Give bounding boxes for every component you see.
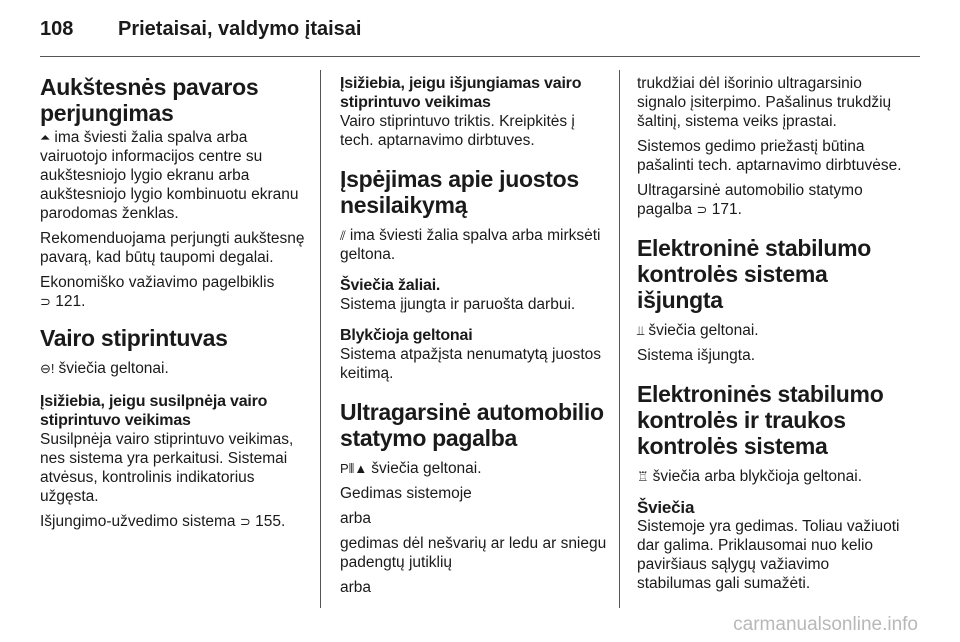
heading-power-steering: Vairo stiprintuvas bbox=[40, 325, 228, 351]
parking-assist-text: šviečia geltonai. bbox=[371, 460, 482, 477]
reduced-steering-text: Susilpnėja vairo stiprintuvo veikimas, nes sistema yra perkaitusi. Sistemai atvėsus, kontrolinis indikatorius užgęsta. bbox=[40, 431, 294, 505]
page-title: Prietaisai, valdymo įtaisai bbox=[118, 18, 362, 40]
parking-assist-paragraph bbox=[340, 459, 608, 478]
parking-or-1: arba bbox=[340, 510, 372, 527]
heading-lit: Šviečia bbox=[637, 498, 695, 517]
eco-drive-page: 121. bbox=[55, 293, 86, 310]
page-ref-icon: ⊃ bbox=[40, 294, 51, 309]
power-steering-icon: ⊖! bbox=[40, 361, 55, 376]
flashing-yellow-text: Sistema atpažįsta nenumatytą juostos keitimą. bbox=[340, 346, 602, 382]
parking-dirty-sensors: gedimas dėl nešvarių ar ledu ar sniegu padengtų jutiklių bbox=[340, 535, 607, 571]
heading-upshift: Aukštesnės pavaros perjungimas bbox=[40, 74, 259, 126]
upshift-paragraph bbox=[40, 128, 308, 223]
column-divider-1 bbox=[320, 70, 321, 608]
page-ref-icon: ⊃ bbox=[239, 514, 251, 529]
stop-start-ref bbox=[40, 512, 308, 531]
upshift-icon: ⏶ bbox=[40, 130, 51, 145]
watermark: carmanualsonline.info bbox=[733, 614, 918, 635]
page-number: 108 bbox=[40, 18, 74, 40]
heading-steering-off: Įsižiebia, jeigu išjungiamas vairo stiprintuvo veikimas bbox=[340, 75, 582, 111]
stop-start-page: 155. bbox=[255, 513, 286, 530]
heading-esc-off: Elektroninė stabilumo kontrolės sistema išjungta bbox=[637, 235, 871, 313]
heading-flashing-yellow: Blykčioja geltonai bbox=[340, 327, 473, 344]
esc-off-icon: ⫫ bbox=[637, 323, 645, 338]
lane-departure-icon: ⫽ bbox=[340, 228, 346, 243]
parking-assist-ref-label: Ultragarsinė automobilio statymo pagalba bbox=[637, 182, 863, 218]
power-steering-paragraph bbox=[40, 359, 308, 378]
eco-drive-ref bbox=[40, 273, 308, 311]
upshift-text: ima šviesti žalia spalva arba vairuotojo informacijos centre su aukštesniojo lygio ekranu arba aukštesniojo lygio kombinuotu ekranu parodomas ženklas. bbox=[40, 129, 299, 222]
interference-text: trukdžiai dėl išorinio ultragarsinio signalo įsiterpimo. Pašalinus trukdžių šaltinį, sistema veiks įprastai. bbox=[637, 75, 892, 130]
column-divider-2 bbox=[619, 70, 620, 608]
column-3 bbox=[637, 74, 905, 599]
lane-departure-paragraph bbox=[340, 226, 608, 264]
parking-or-2: arba bbox=[340, 579, 372, 596]
parking-fault: Gedimas sistemoje bbox=[340, 485, 472, 502]
steering-off-text: Vairo stiprintuvo triktis. Kreipkitės į tech. aptarnavimo dirbtuves. bbox=[340, 113, 575, 149]
heading-lane-departure: Įspėjimas apie juostos nesilaikymą bbox=[340, 166, 579, 218]
esc-tc-text: šviečia arba blykčioja geltonai. bbox=[652, 468, 863, 485]
lane-departure-text: ima šviesti žalia spalva arba mirksėti geltona. bbox=[340, 227, 601, 263]
parking-assist-ref bbox=[637, 181, 905, 219]
parking-assist-ref-page: 171. bbox=[711, 201, 742, 218]
eco-drive-label: Ekonomiško važiavimo pagelbiklis bbox=[40, 274, 275, 291]
workshop-text: Sistemos gedimo priežastį būtina pašalinti tech. aptarnavimo dirbtuvėse. bbox=[637, 138, 902, 174]
esc-off-paragraph bbox=[637, 321, 905, 340]
esc-tc-paragraph bbox=[637, 467, 905, 486]
esc-tc-icon: ♖ bbox=[637, 469, 649, 484]
parking-assist-icon: P⦀▲ bbox=[340, 461, 368, 476]
upshift-advice: Rekomenduojama perjungti aukštesnę pavarą, kad būtų taupomi degalai. bbox=[40, 230, 305, 266]
lit-green-text: Sistema įjungta ir paruošta darbui. bbox=[340, 296, 576, 313]
heading-parking-assist: Ultragarsinė automobilio statymo pagalba bbox=[340, 399, 604, 451]
power-steering-text: šviečia geltonai. bbox=[58, 360, 169, 377]
header-divider bbox=[40, 56, 920, 57]
heading-lit-green: Šviečia žaliai. bbox=[340, 277, 441, 294]
lit-text: Sistemoje yra gedimas. Toliau važiuoti dar galima. Priklausomai nuo kelio paviršiaus sąlygų važiavimo stabilumas gali sumažėti. bbox=[637, 518, 900, 592]
column-2 bbox=[340, 74, 608, 603]
stop-start-label: Išjungimo-užvedimo sistema bbox=[40, 513, 236, 530]
heading-reduced-steering: Įsižiebia, jeigu susilpnėja vairo stiprintuvo veikimas bbox=[40, 393, 268, 429]
heading-esc-tc: Elektroninės stabilumo kontrolės ir traukos kontrolės sistema bbox=[637, 381, 884, 459]
esc-off-text: šviečia geltonai. bbox=[648, 322, 759, 339]
column-1 bbox=[40, 74, 308, 537]
esc-off-status: Sistema išjungta. bbox=[637, 347, 756, 364]
page-ref-icon: ⊃ bbox=[696, 202, 708, 217]
